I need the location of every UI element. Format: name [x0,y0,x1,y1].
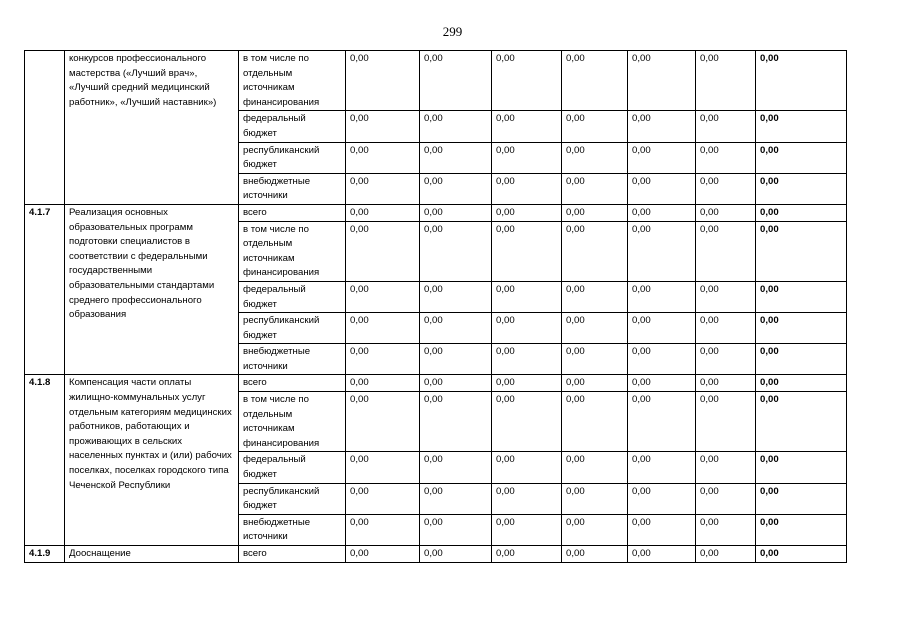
funding-source: федеральный бюджет [239,452,346,483]
funding-source: всего [239,204,346,221]
year-value: 0,00 [628,392,696,452]
year-value: 0,00 [628,111,696,142]
year-value: 0,00 [628,452,696,483]
year-value: 0,00 [346,375,420,392]
year-value: 0,00 [628,204,696,221]
year-value: 0,00 [346,313,420,344]
year-value: 0,00 [696,111,756,142]
funding-source: внебюджетные источники [239,173,346,204]
year-value: 0,00 [562,51,628,111]
year-value: 0,00 [420,221,492,281]
total-value: 0,00 [756,452,847,483]
year-value: 0,00 [696,313,756,344]
year-value: 0,00 [628,546,696,563]
total-value: 0,00 [756,483,847,514]
total-value: 0,00 [756,204,847,221]
year-value: 0,00 [562,204,628,221]
year-value: 0,00 [562,514,628,545]
year-value: 0,00 [696,483,756,514]
year-value: 0,00 [492,142,562,173]
year-value: 0,00 [492,313,562,344]
funding-source: внебюджетные источники [239,514,346,545]
year-value: 0,00 [628,514,696,545]
measure-name: Компенсация части оплаты жилищно-коммунальных услуг отдельным категориям медицинских работников, работающих и проживающих в сельских населенных пунктах и (или) рабочих поселках, поселках городского типа Чеченской Республики [65,375,239,546]
year-value: 0,00 [492,483,562,514]
total-value: 0,00 [756,546,847,563]
year-value: 0,00 [628,142,696,173]
year-value: 0,00 [420,204,492,221]
year-value: 0,00 [562,281,628,312]
measure-number: 4.1.8 [25,375,65,546]
total-value: 0,00 [756,514,847,545]
table-row [25,204,847,221]
year-value: 0,00 [562,392,628,452]
year-value: 0,00 [346,111,420,142]
year-value: 0,00 [628,313,696,344]
funding-source: республиканский бюджет [239,483,346,514]
year-value: 0,00 [420,313,492,344]
total-value: 0,00 [756,281,847,312]
funding-source: республиканский бюджет [239,313,346,344]
funding-source: всего [239,375,346,392]
year-value: 0,00 [562,546,628,563]
measure-name: Дооснащение [65,546,239,563]
year-value: 0,00 [492,452,562,483]
funding-source: федеральный бюджет [239,111,346,142]
year-value: 0,00 [492,173,562,204]
year-value: 0,00 [346,344,420,375]
total-value: 0,00 [756,221,847,281]
year-value: 0,00 [562,221,628,281]
year-value: 0,00 [492,514,562,545]
measure-name: конкурсов профессионального мастерства («Лучший врач», «Лучший средний медицинский работник», «Лучший наставник») [65,51,239,205]
year-value: 0,00 [420,142,492,173]
year-value: 0,00 [628,221,696,281]
funding-source: внебюджетные источники [239,344,346,375]
year-value: 0,00 [562,173,628,204]
year-value: 0,00 [696,173,756,204]
year-value: 0,00 [696,204,756,221]
year-value: 0,00 [420,344,492,375]
year-value: 0,00 [492,281,562,312]
total-value: 0,00 [756,313,847,344]
year-value: 0,00 [628,173,696,204]
year-value: 0,00 [628,281,696,312]
year-value: 0,00 [420,483,492,514]
year-value: 0,00 [696,51,756,111]
year-value: 0,00 [346,483,420,514]
measure-number: 4.1.7 [25,204,65,375]
year-value: 0,00 [562,344,628,375]
year-value: 0,00 [346,452,420,483]
page-number: 299 [442,24,463,39]
year-value: 0,00 [562,375,628,392]
year-value: 0,00 [346,514,420,545]
year-value: 0,00 [420,111,492,142]
measure-name: Реализация основных образовательных программ подготовки специалистов в соответствии с федеральными государственными образовательными стандартами среднего профессионального образования [65,204,239,375]
year-value: 0,00 [420,546,492,563]
year-value: 0,00 [492,375,562,392]
year-value: 0,00 [346,173,420,204]
year-value: 0,00 [346,204,420,221]
budget-table [24,50,847,563]
year-value: 0,00 [492,221,562,281]
year-value: 0,00 [628,375,696,392]
year-value: 0,00 [562,452,628,483]
year-value: 0,00 [492,546,562,563]
year-value: 0,00 [420,514,492,545]
year-value: 0,00 [562,313,628,344]
year-value: 0,00 [628,344,696,375]
total-value: 0,00 [756,392,847,452]
year-value: 0,00 [696,281,756,312]
year-value: 0,00 [696,375,756,392]
year-value: 0,00 [420,392,492,452]
year-value: 0,00 [562,483,628,514]
table-row [25,375,847,392]
year-value: 0,00 [696,546,756,563]
year-value: 0,00 [628,51,696,111]
year-value: 0,00 [420,173,492,204]
year-value: 0,00 [420,51,492,111]
table-row [25,51,847,111]
year-value: 0,00 [492,204,562,221]
funding-source: в том числе по отдельным источникам финансирования [239,51,346,111]
year-value: 0,00 [696,221,756,281]
year-value: 0,00 [628,483,696,514]
table-row [25,546,847,563]
year-value: 0,00 [696,392,756,452]
total-value: 0,00 [756,173,847,204]
year-value: 0,00 [420,281,492,312]
year-value: 0,00 [696,142,756,173]
funding-source: всего [239,546,346,563]
total-value: 0,00 [756,344,847,375]
funding-source: в том числе по отдельным источникам финансирования [239,221,346,281]
measure-number [25,51,65,205]
table-body [25,51,847,563]
year-value: 0,00 [346,142,420,173]
year-value: 0,00 [492,344,562,375]
year-value: 0,00 [492,392,562,452]
measure-number: 4.1.9 [25,546,65,563]
year-value: 0,00 [420,375,492,392]
funding-source: республиканский бюджет [239,142,346,173]
year-value: 0,00 [346,51,420,111]
funding-source: федеральный бюджет [239,281,346,312]
total-value: 0,00 [756,142,847,173]
total-value: 0,00 [756,51,847,111]
year-value: 0,00 [562,111,628,142]
total-value: 0,00 [756,111,847,142]
year-value: 0,00 [346,546,420,563]
year-value: 0,00 [696,514,756,545]
year-value: 0,00 [420,452,492,483]
year-value: 0,00 [346,221,420,281]
year-value: 0,00 [346,392,420,452]
funding-source: в том числе по отдельным источникам финансирования [239,392,346,452]
year-value: 0,00 [696,452,756,483]
year-value: 0,00 [562,142,628,173]
year-value: 0,00 [492,51,562,111]
total-value: 0,00 [756,375,847,392]
year-value: 0,00 [492,111,562,142]
year-value: 0,00 [346,281,420,312]
year-value: 0,00 [696,344,756,375]
